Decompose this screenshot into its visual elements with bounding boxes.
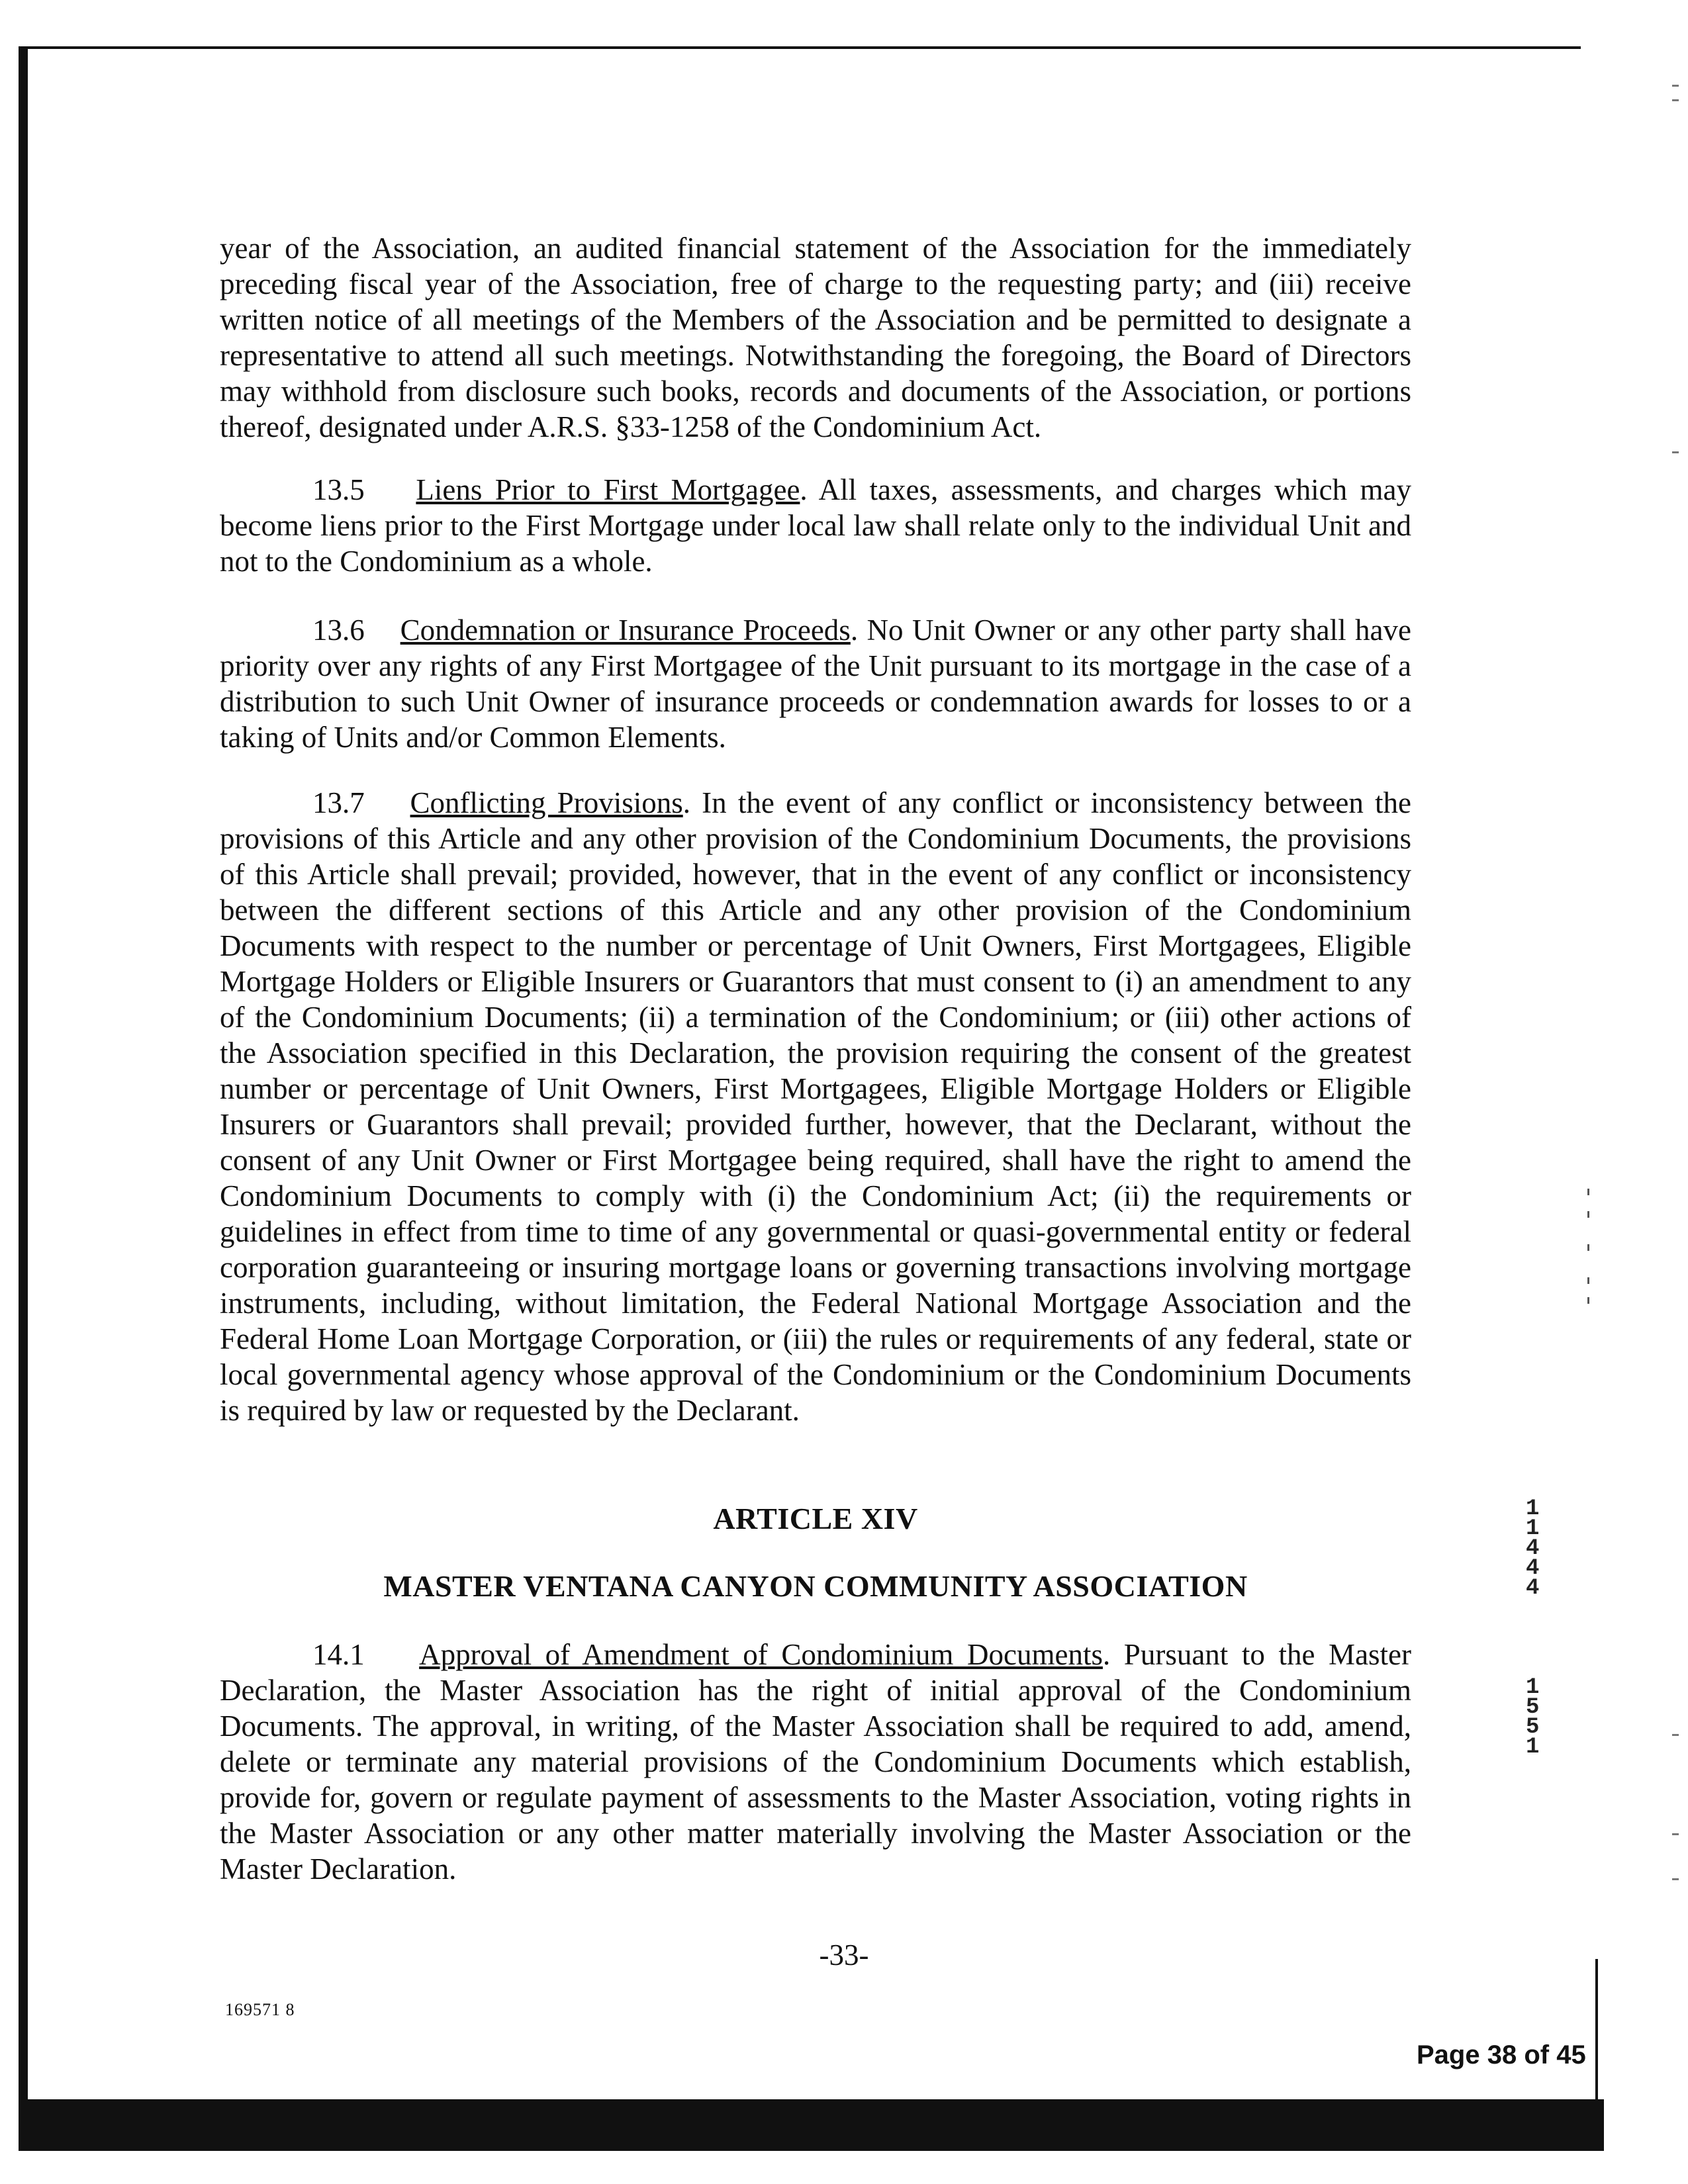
- edge-mark: [1672, 1833, 1679, 1835]
- edge-mark: [1672, 85, 1679, 87]
- recording-stamp-bottom: [1526, 1675, 1540, 1760]
- scan-speck: [1587, 1277, 1589, 1284]
- section-title: Conflicting Provisions: [410, 786, 683, 819]
- stamp-digit: 4: [1526, 1576, 1540, 1601]
- section-13-7: [220, 785, 1411, 1428]
- article-heading: ARTICLE XIV: [713, 1502, 918, 1535]
- edge-mark: [1672, 1734, 1679, 1736]
- page-number: -33-: [819, 1938, 869, 1972]
- section-number: 13.5: [312, 473, 365, 506]
- scan-speck: [1587, 1211, 1589, 1218]
- scan-speck: [1587, 1297, 1589, 1304]
- section-body: . No Unit Owner or any other party shall have priority over any rights of any First Mortgagee of the Unit pursuant to its mortgage in the case of a distribution to such Unit Owner of insurance proceeds or condemnation awards for losses to or a taking of Units and/or Common Elements.: [220, 614, 1411, 754]
- paragraph-text: year of the Association, an audited financial statement of the Association for the immediately preceding fiscal year of the Association, free of charge to the requesting party; and (iii) receive written notice of all meetings of the Members of the Association and be permitted to designate a representative to attend all such meetings. Notwithstanding the foregoing, the Board of Directors may withhold from disclosure such books, records and documents of the Association, or portions thereof, designated under A.R.S. §33-1258 of the Condominium Act.: [220, 232, 1411, 443]
- edge-mark: [1672, 1878, 1679, 1880]
- stamp-digit: 1: [1526, 1675, 1540, 1700]
- section-body: . In the event of any conflict or inconsistency between the provisions of this Article and any other provision of the Condominium Documents, the provisions of this Article shall prevail; provided, however, that in the event of any conflict or inconsistency between the different sections of this Article and any other provision of the Condominium Documents with respect to the number or percentage of Unit Owners, First Mortgagees, Eligible Mortgage Holders or Eligible Insurers or Guarantors that must consent to (i) an amendment to any of the Condominium Documents; (ii) a termination of the Condominium; or (iii) other actions of the Association specified in this Declaration, the provision requiring the consent of the greatest number or percentage of Unit Owners, First Mortgagees, Eligible Mortgage Holders or Eligible Insurers or Guarantors shall prevail; provided further, however, that the Declarant, without the consent of any Unit Owner or First Mortgagee being required, shall have the right to amend the Condominium Documents to comply with (i) the Condominium Act; (ii) the requirements or guidelines in effect from time to time of any governmental or quasi-governmental entity or federal corporation guaranteeing or insuring mortgage loans or governing transactions involving mortgage instruments, including, without limitation, the Federal National Mortgage Association and the Federal Home Loan Mortgage Corporation, or (iii) the rules or requirements of any federal, state or local governmental agency whose approval of the Condominium or the Condominium Documents is required by law or requested by the Declarant.: [220, 786, 1412, 1427]
- stamp-digit: 4: [1526, 1556, 1540, 1581]
- stamp-digit: 5: [1526, 1695, 1540, 1720]
- section-body: . Pursuant to the Master Declaration, the Master Association has the right of initial approval of the Condominium Documents. The approval, in writing, of the Master Association shall be required to add, amend, delete or terminate any material provisions of the Condominium Documents which establish, provide for, govern or regulate payment of assessments to the Master Association, voting rights in the Master Association or any other matter materially involving the Master Association or the Master Declaration.: [220, 1638, 1412, 1886]
- section-14-1: [220, 1637, 1411, 1887]
- section-number: 13.6: [312, 614, 365, 647]
- scan-border-right: [1595, 1959, 1598, 2101]
- stamp-digit: 1: [1526, 1496, 1540, 1522]
- stamp-digit: 1: [1526, 1516, 1540, 1541]
- scan-border-bottom: [19, 2099, 1604, 2151]
- paragraph-continued: [220, 230, 1411, 445]
- section-number: 14.1: [312, 1638, 365, 1671]
- scan-speck: [1587, 1189, 1589, 1195]
- article-title: MASTER VENTANA CANYON COMMUNITY ASSOCIATION: [383, 1569, 1248, 1603]
- document-id: 169571 8: [225, 2000, 295, 2019]
- section-number: 13.7: [312, 786, 365, 819]
- stamp-digit: 4: [1526, 1536, 1540, 1561]
- scan-border-left: [19, 46, 28, 2151]
- edge-mark: [1672, 99, 1679, 101]
- edge-mark: [1672, 451, 1679, 453]
- section-13-5: [220, 472, 1411, 579]
- recording-stamp-top: [1526, 1496, 1540, 1601]
- section-body: . All taxes, assessments, and charges which may become liens prior to the First Mortgage under local law shall relate only to the individual Unit and not to the Condominium as a whole.: [220, 473, 1411, 578]
- scan-speck: [1587, 1244, 1589, 1251]
- scan-border-top: [19, 46, 1581, 49]
- section-title: Condemnation or Insurance Proceeds: [400, 614, 851, 647]
- stamp-digit: 5: [1526, 1715, 1540, 1740]
- stamp-digit: 1: [1526, 1735, 1540, 1760]
- section-13-6: [220, 612, 1411, 755]
- section-title: Approval of Amendment of Condominium Documents: [419, 1638, 1103, 1671]
- section-title: Liens Prior to First Mortgagee: [416, 473, 800, 506]
- page-count-label: Page 38 of 45: [1417, 2040, 1586, 2070]
